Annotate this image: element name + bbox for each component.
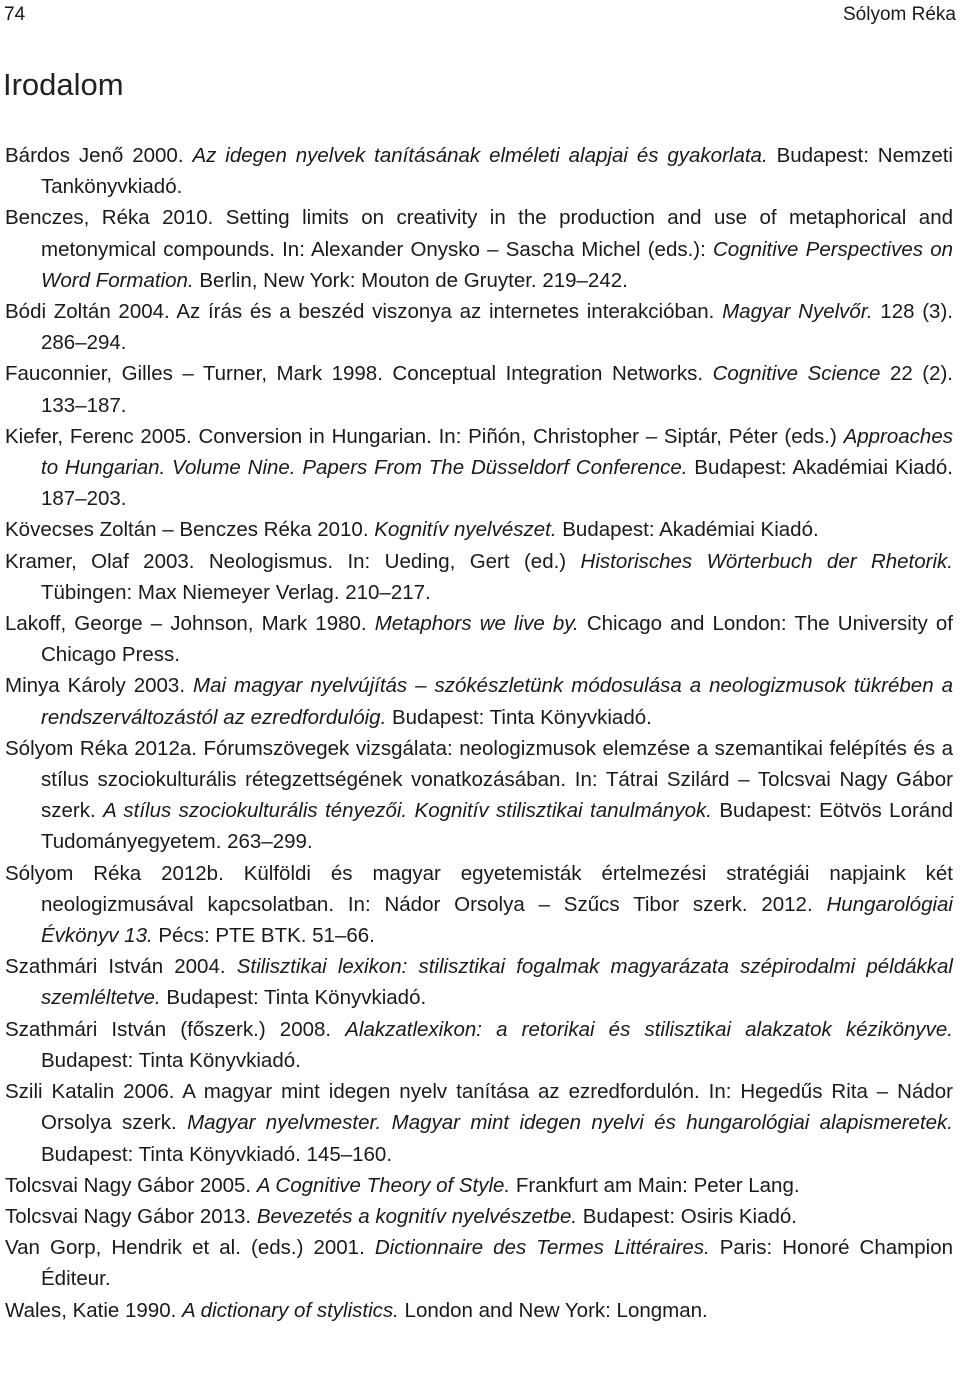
reference-title: Cognitive Perspectives on Word Formation. xyxy=(41,237,953,292)
reference-text: Van Gorp, Hendrik et al. (eds.) 2001. xyxy=(5,1236,375,1260)
reference-title: Kognitív nyelvészet. xyxy=(374,518,557,542)
reference-entry xyxy=(5,140,953,202)
reference-publication: Budapest: Tinta Könyvkiadó. xyxy=(386,705,652,729)
reference-publication: Budapest: Eötvös Loránd Tudományegyetem. 263–299. xyxy=(41,799,953,854)
reference-entry xyxy=(5,858,953,952)
reference-list xyxy=(5,140,953,1326)
reference-title: Approaches to Hungarian. Volume Nine. Papers From The Düsseldorf Conference. xyxy=(41,424,953,480)
page-number: 74 xyxy=(4,4,26,25)
reference-publication: London and New York: Longman. xyxy=(398,1298,708,1322)
reference-text: Sólyom Réka 2012b. Külföldi és magyar egyetemisták értelmezési stratégiái napjaink két neologizmusával kapcsolatban. In: Nádor Orsolya – Szűcs Tibor szerk. 2012. xyxy=(5,861,953,916)
reference-text: Lakoff, George – Johnson, Mark 1980. xyxy=(5,612,375,636)
reference-publication: Budapest: Nemzeti Tankönyvkiadó. xyxy=(41,144,953,199)
section-title: Irodalom xyxy=(3,67,124,102)
reference-title: Dictionnaire des Termes Littéraires. xyxy=(374,1236,710,1260)
reference-entry xyxy=(5,514,953,545)
reference-title: Hungarológiai Évkönyv 13. xyxy=(41,892,953,948)
reference-entry xyxy=(5,733,953,858)
reference-title: Az idegen nyelvek tanításának elméleti alapjai és gyakorlata. xyxy=(192,144,768,167)
reference-entry xyxy=(5,202,953,296)
reference-publication: Budapest: Tinta Könyvkiadó. xyxy=(160,986,427,1010)
reference-entry xyxy=(5,358,953,420)
running-head xyxy=(4,4,956,26)
reference-text: Tolcsvai Nagy Gábor 2005. xyxy=(5,1173,257,1197)
reference-publication: Pécs: PTE BTK. 51–66. xyxy=(152,924,375,948)
reference-entry xyxy=(5,951,953,1013)
reference-title: A stílus szociokulturális tényezői. Kognitív stilisztikai tanulmányok. xyxy=(103,799,712,823)
reference-publication: Frankfurt am Main: Peter Lang. xyxy=(510,1173,800,1197)
reference-publication: Berlin, New York: Mouton de Gruyter. 219–242. xyxy=(193,268,628,292)
reference-publication: Tübingen: Max Niemeyer Verlag. 210–217. xyxy=(41,580,431,604)
reference-text: Wales, Katie 1990. xyxy=(5,1298,183,1322)
reference-entry xyxy=(5,1295,953,1326)
reference-title: Stilisztikai lexikon: stilisztikai fogalmak magyarázata szépirodalmi példákkal szemléltetve. xyxy=(41,955,953,1010)
reference-entry xyxy=(5,608,953,670)
reference-entry xyxy=(5,1170,953,1201)
reference-publication: Budapest: Tinta Könyvkiadó. xyxy=(41,1048,301,1072)
reference-text: Kövecses Zoltán – Benczes Réka 2010. xyxy=(5,518,375,542)
reference-text: Bárdos Jenő 2000. xyxy=(5,144,193,167)
reference-text: Kramer, Olaf 2003. Neologismus. In: Ueding, Gert (ed.) xyxy=(5,549,581,573)
reference-publication: Budapest: Akadémiai Kiadó. 187–203. xyxy=(41,456,953,511)
reference-title: Magyar nyelvmester. Magyar mint idegen nyelvi és hungarológiai alapismeretek. xyxy=(187,1111,953,1135)
reference-title: A Cognitive Theory of Style. xyxy=(256,1173,511,1197)
reference-text: Kiefer, Ferenc 2005. Conversion in Hungarian. In: Piñón, Christopher – Siptár, Péter (eds.) xyxy=(5,424,844,448)
reference-title: Alakzatlexikon: a retorikai és stilisztikai alakzatok kézikönyve. xyxy=(345,1017,953,1041)
reference-text: Szili Katalin 2006. A magyar mint idegen nyelv tanítása az ezredfordulón. In: Hegedűs Rita – Nádor Orsolya szerk. xyxy=(5,1080,953,1135)
reference-entry xyxy=(5,421,953,515)
reference-text: Szathmári István (főszerk.) 2008. xyxy=(5,1017,346,1041)
reference-text: Minya Károly 2003. xyxy=(5,674,193,698)
reference-publication: Budapest: Tinta Könyvkiadó. 145–160. xyxy=(41,1142,393,1166)
reference-text: Szathmári István 2004. xyxy=(5,955,237,979)
reference-publication: Chicago and London: The University of Chicago Press. xyxy=(41,612,954,667)
reference-title: Historisches Wörterbuch der Rhetorik. xyxy=(580,549,953,573)
reference-publication: 128 (3). 286–294. xyxy=(41,300,953,355)
reference-title: Mai magyar nyelvújítás – szókészletünk módosulása a neologizmusok tükrében a rendszerváltozástól az ezredfordulóig. xyxy=(41,674,953,729)
reference-publication: Paris: Honoré Champion Éditeur. xyxy=(41,1236,953,1291)
reference-entry xyxy=(5,546,953,608)
reference-title: Magyar Nyelvőr. xyxy=(722,300,873,324)
reference-publication: Budapest: Osiris Kiadó. xyxy=(577,1204,797,1228)
reference-title: Bevezetés a kognitív nyelvészetbe. xyxy=(256,1204,578,1228)
reference-entry xyxy=(5,1076,953,1170)
reference-entry xyxy=(5,670,953,732)
reference-publication: 22 (2). 133–187. xyxy=(41,362,953,417)
reference-text: Fauconnier, Gilles – Turner, Mark 1998. Conceptual Integration Networks. xyxy=(5,362,713,386)
reference-text: Tolcsvai Nagy Gábor 2013. xyxy=(5,1204,257,1228)
reference-text: Sólyom Réka 2012a. Fórumszövegek vizsgálata: neologizmusok elemzése a szemantikai felépítés és a stílus szociokulturális rétegzettségének vonatkozásában. In: Tátrai Szilárd – Tolcsvai Nagy Gábor szerk. xyxy=(5,736,953,823)
reference-title: Metaphors we live by. xyxy=(374,612,579,636)
reference-publication: Budapest: Akadémiai Kiadó. xyxy=(556,518,819,542)
reference-text: Bódi Zoltán 2004. Az írás és a beszéd viszonya az internetes interakcióban. xyxy=(5,300,723,324)
running-author: Sólyom Réka xyxy=(843,4,956,25)
reference-entry xyxy=(5,296,953,358)
reference-title: Cognitive Science xyxy=(712,362,881,386)
reference-text: Benczes, Réka 2010. Setting limits on creativity in the production and use of metaphorical and metonymical compounds. In: Alexander Onysko – Sascha Michel (eds.): xyxy=(5,206,953,261)
reference-title: A dictionary of stylistics. xyxy=(182,1298,399,1322)
reference-entry xyxy=(5,1014,953,1076)
reference-entry xyxy=(5,1201,953,1232)
reference-entry xyxy=(5,1232,953,1294)
